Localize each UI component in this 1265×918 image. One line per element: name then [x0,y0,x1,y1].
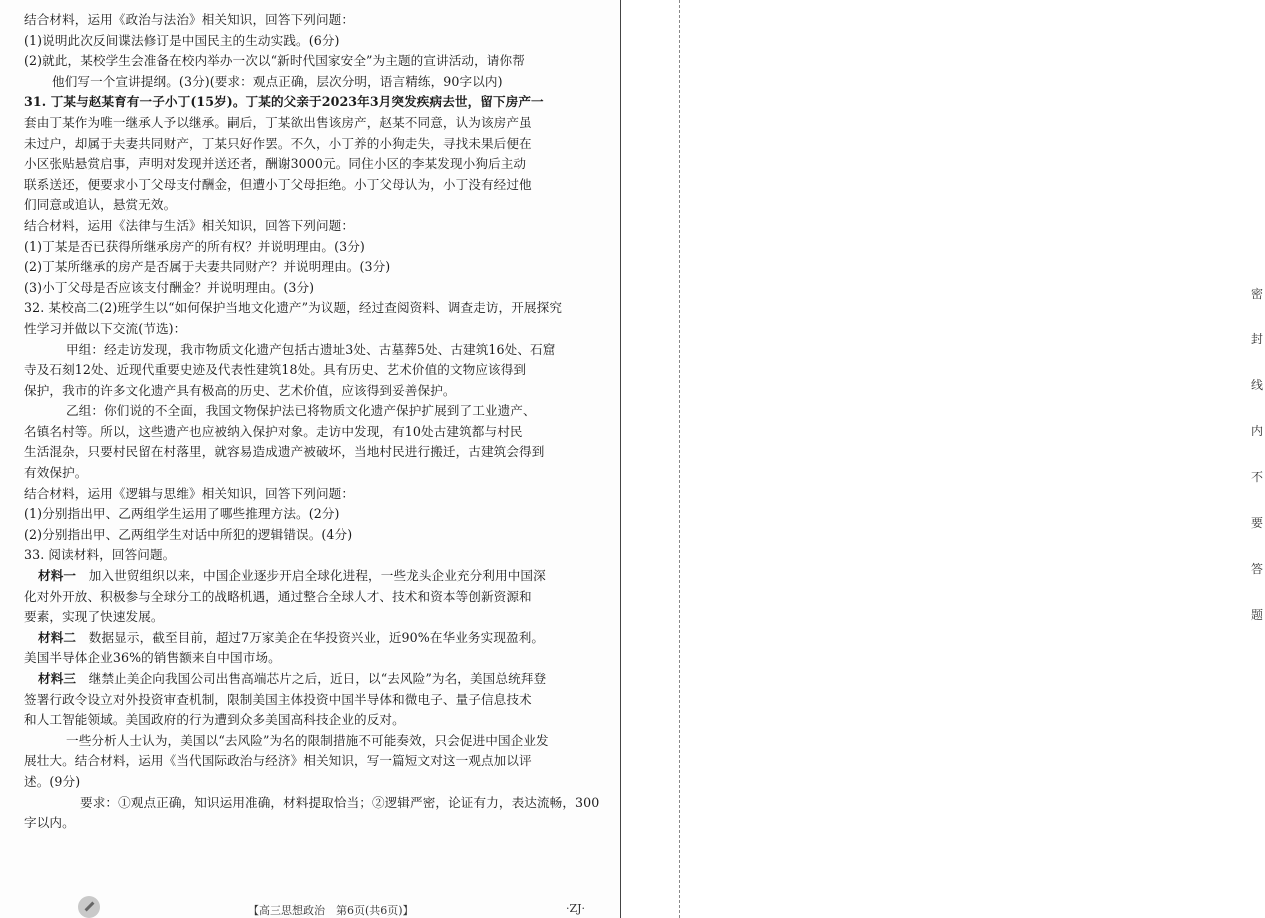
seal-char-8: 题 [1250,608,1263,622]
q31-line5: 联系送还，便要求小丁父母支付酬金，但遭小丁父母拒绝。小丁父母认为，小丁没有经过他 [24,176,532,192]
q32-yi-line3: 生活混杂，只要村民留在村落里，就容易造成遗产被破坏，当地村民进行搬迁，古建筑会得到 [24,444,545,460]
q31-line2: 套由丁某作为唯一继承人予以继承。嗣后，丁某欲出售该房产，赵某不同意，认为该房产虽 [24,114,532,130]
binding-dashed-line [679,0,680,918]
material3-line2: 签署行政令设立对外投资审查机制，限制美国主体投资中国半导体和微电子、量子信息技术 [24,691,532,707]
q33-ask-line2: 展壮大。结合材料，运用《当代国际政治与经济》相关知识，写一篇短文对这一观点加以评 [24,753,532,769]
q31-line4: 小区张贴悬赏启事，声明对发现并送还者，酬谢3000元。同住小区的李某发现小狗后主动 [24,156,527,172]
q33-req-line1: 要求：①观点正确，知识运用准确，材料提取恰当；②逻辑严密，论证有力，表达流畅，300 [80,794,600,810]
material2-text: 数据显示，截至目前，超过7万家美企在华投资兴业，近90%在华业务实现盈利。 [88,629,545,645]
material3-line3: 和人工智能领域。美国政府的行为遭到众多美国高科技企业的反对。 [24,712,405,728]
page-content [24,10,608,834]
binding-line [620,0,621,918]
seal-char-3: 线 [1250,378,1263,392]
q33-ask-line1: 一些分析人士认为，美国以“去风险”为名的限制措施不可能奏效，只会促进中国企业发 [66,732,549,748]
q32-yi-line4: 有效保护。 [24,465,88,481]
q31-line6: 们同意或追认，悬赏无效。 [24,197,177,213]
q32-line2: 性学习并做以下交流(节选)： [24,320,187,336]
q32-jia-line3: 保护，我市的许多文化遗产具有极高的历史、艺术价值，应该得到妥善保护。 [24,382,456,398]
q30-sub2-line1: (2)就此，某校学生会准备在校内举办一次以“新时代国家安全”为主题的宣讲活动，请你帮 [24,53,525,69]
seal-char-6: 要 [1250,516,1263,530]
q33-ask-line3: 述。(9分) [24,773,81,789]
q32-jia-line2: 寺及石刻12处、近现代重要史迹及代表性建筑18处。具有历史、艺术价值的文物应该得到 [24,362,527,378]
q32-intro: 结合材料，运用《逻辑与思维》相关知识，回答下列问题： [24,485,355,501]
binding-margin [620,0,1263,918]
material3-text: 继禁止美企向我国公司出售高端芯片之后，近日，以“去风险”为名，美国总统拜登 [88,671,547,686]
q31-line1: 31. 丁某与赵某育有一子小丁(15岁)。丁某的父亲于2023年3月突发疾病去世，留下房产一 [24,94,544,110]
material1-line1 [24,566,608,587]
material1-line2: 化对外开放、积极参与全球分工的战略机遇，通过整合全球人才、技术和资本等创新资源和 [24,588,532,604]
footer-page-label: 【高三思想政治 第6页(共6页)】 [248,904,414,917]
seal-char-2: 封 [1250,332,1263,346]
seal-char-5: 不 [1250,470,1263,484]
q33-title: 33. 阅读材料，回答问题。 [24,547,176,563]
footer-code: ·ZJ· [566,902,586,915]
q32-yi-line1: 乙组：你们说的不全面，我国文物保护法已将物质文化遗产保护扩展到了工业遗产、 [66,403,536,419]
material1-label: 材料一 [38,568,77,584]
page-footer [0,896,620,918]
material3-line1 [24,669,608,690]
material3-label: 材料三 [38,671,77,686]
material2-label: 材料二 [38,629,77,645]
seal-char-1: 密 [1250,287,1263,301]
q31-line3: 未过户，却属于夫妻共同财产，丁某只好作罢。不久，小丁养的小狗走失，寻找未果后便在 [24,135,532,151]
seal-char-7: 答 [1250,562,1263,576]
q32-sub1: (1)分别指出甲、乙两组学生运用了哪些推理方法。(2分) [24,506,340,522]
q30-intro: 结合材料，运用《政治与法治》相关知识，回答下列问题： [24,12,355,27]
q33-req-line2: 字以内。 [24,815,75,831]
q31-sub2: (2)丁某所继承的房产是否属于夫妻共同财产？并说明理由。(3分) [24,259,391,275]
q31-intro: 结合材料，运用《法律与生活》相关知识，回答下列问题： [24,217,355,233]
material1-line3: 要素，实现了快速发展。 [24,609,164,625]
q31-sub1: (1)丁某是否已获得所继承房产的所有权？并说明理由。(3分) [24,238,365,254]
pencil-icon [78,896,100,918]
material1-text: 加入世贸组织以来，中国企业逐步开启全球化进程，一些龙头企业充分利用中国深 [88,568,546,584]
q32-jia-line1: 甲组：经走访发现，我市物质文化遗产包括古遗址3处、古墓葬5处、古建筑16处、石窟 [66,341,556,357]
material2-line1 [24,628,608,649]
q30-sub1: (1)说明此次反间谍法修订是中国民主的生动实践。(6分) [24,32,340,48]
exam-page [0,0,620,918]
seal-char-4: 内 [1250,424,1263,438]
q30-sub2-line2: 他们写一个宣讲提纲。(3分)(要求：观点正确，层次分明，语言精练，90字以内) [52,73,503,89]
material2-line2: 美国半导体企业36%的销售额来自中国市场。 [24,650,281,666]
q32-sub2: (2)分别指出甲、乙两组学生对话中所犯的逻辑错误。(4分) [24,526,353,542]
q31-sub3: (3)小丁父母是否应该支付酬金？并说明理由。(3分) [24,279,315,295]
q32-yi-line2: 名镇名村等。所以，这些遗产也应被纳入保护对象。走访中发现，有10处古建筑都与村民 [24,423,523,439]
q32-line1: 32. 某校高二(2)班学生以“如何保护当地文化遗产”为议题，经过查阅资料、调查走访，开展探究 [24,300,563,316]
